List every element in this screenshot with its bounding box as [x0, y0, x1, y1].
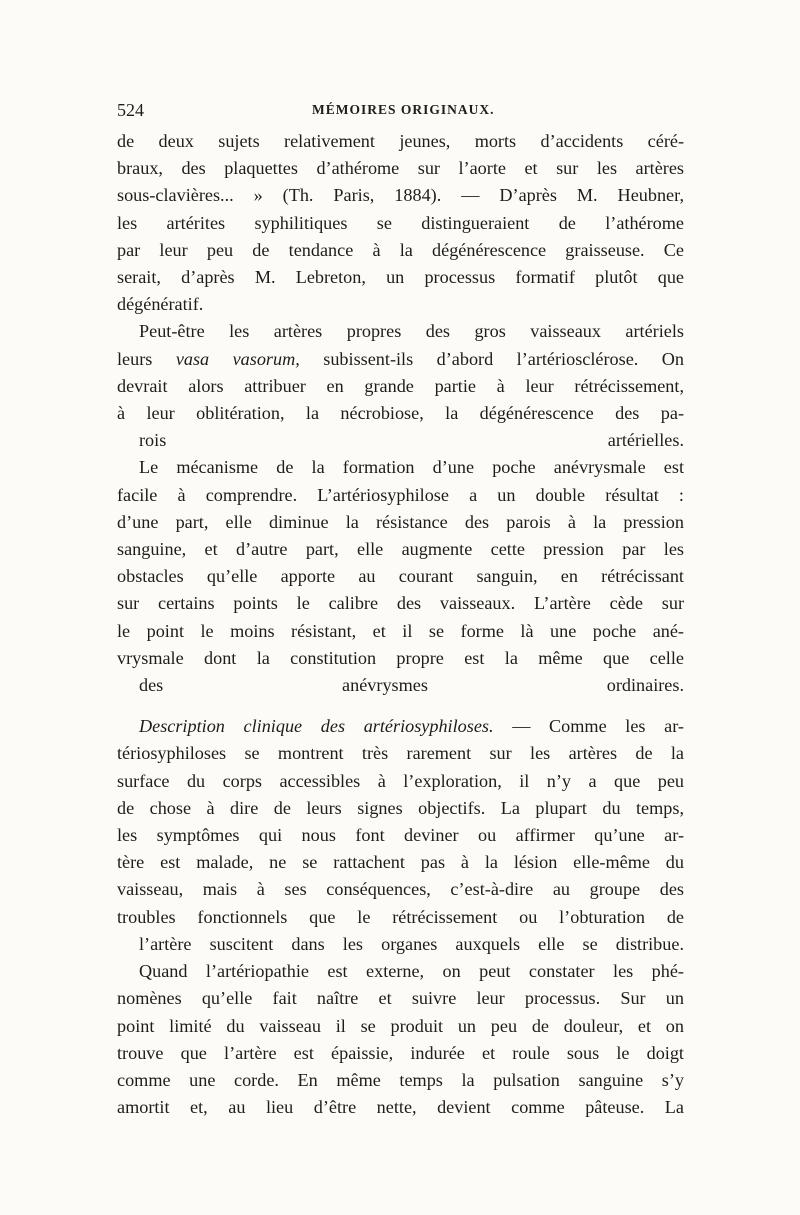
- text-line: l’artère suscitent dans les organes auxquels elle se distribue.: [139, 933, 684, 954]
- text-line: d’une part, elle diminue la résistance des parois à la pression: [117, 511, 684, 532]
- text-line: le point le moins résistant, et il se forme là une poche ané-: [117, 620, 684, 641]
- page-number: 524: [117, 100, 144, 120]
- text-line: des anévrysmes ordinaires.: [139, 675, 684, 696]
- text-line: sanguine, et d’autre part, elle augmente cette pression par les: [117, 539, 684, 560]
- text-line: sous-clavières... » (Th. Paris, 1884). — D’après M. Heubner,: [117, 185, 684, 206]
- text-line: — Comme les ar-: [493, 716, 684, 737]
- text-line: surface du corps accessibles à l’exploration, il n’y a que peu: [117, 770, 684, 791]
- text-line: obstacles qu’elle apporte au courant sanguin, en rétrécissant: [117, 566, 684, 587]
- text-line: à leur oblitération, la nécrobiose, la dégénérescence des pa-: [117, 403, 684, 424]
- text-line: subissent-ils d’abord l’artériosclérose. On: [299, 348, 685, 369]
- paragraph: [117, 318, 684, 454]
- text-line: trouve que l’artère est épaissie, indurée et roule sous le doigt: [117, 1042, 684, 1063]
- paragraph: [117, 128, 684, 318]
- text-line: devrait alors attribuer en grande partie à leur rétrécissement,: [117, 375, 684, 396]
- emphasis-text: vasa vasorum,: [175, 348, 300, 369]
- text-line: amortit et, au lieu d’être nette, devient comme pâteuse. La: [117, 1097, 684, 1118]
- text-line: vrysmale dont la constitution propre est la même que celle: [117, 647, 684, 668]
- text-line: braux, des plaquettes d’athérome sur l’aorte et sur les artères: [117, 158, 684, 179]
- text-line: sur certains points le calibre des vaisseaux. L’artère cède sur: [117, 593, 684, 614]
- text-line: serait, d’après M. Lebreton, un processus formatif plutôt que: [117, 267, 684, 288]
- text-line: Le mécanisme de la formation d’une poche anévrysmale est: [139, 457, 684, 478]
- text-line: facile à comprendre. L’artériosyphilose a un double résultat :: [117, 484, 684, 505]
- text-line: Quand l’artériopathie est externe, on peut constater les phé-: [139, 961, 684, 982]
- text-line: tère est malade, ne se rattachent pas à la lésion elle-même du: [117, 852, 684, 873]
- text-line: nomènes qu’elle fait naître et suivre leur processus. Sur un: [117, 988, 684, 1009]
- text-line: par leur peu de tendance à la dégénérescence graisseuse. Ce: [117, 239, 684, 260]
- paragraph: [117, 713, 684, 958]
- text-line: leurs: [117, 348, 176, 369]
- text-line: troubles fonctionnels que le rétrécissement ou l’obturation de: [117, 906, 684, 927]
- paragraph: [117, 454, 684, 699]
- page-header: [117, 100, 684, 124]
- text-line: point limité du vaisseau il se produit un peu de douleur, et on: [117, 1015, 684, 1036]
- text-line: comme une corde. En même temps la pulsation sanguine s’y: [117, 1069, 684, 1090]
- body-text: [117, 128, 684, 1121]
- text-line: de chose à dire de leurs signes objectifs. La plupart du temps,: [117, 797, 684, 818]
- text-line: rois artérielles.: [139, 430, 684, 451]
- paragraph: [117, 958, 684, 1121]
- text-line: dégénératif.: [117, 294, 204, 315]
- page: [117, 100, 684, 1121]
- text-line: vaisseau, mais à ses conséquences, c’est-à-dire au groupe des: [117, 879, 684, 900]
- text-line: les symptômes qui nous font deviner ou affirmer qu’une ar-: [117, 825, 684, 846]
- text-line: Peut-être les artères propres des gros vaisseaux artériels: [139, 321, 684, 342]
- section-heading: Description clinique des artériosyphiloses.: [139, 716, 494, 737]
- text-line: tériosyphiloses se montrent très rarement sur les artères de la: [117, 743, 684, 764]
- text-line: les artérites syphilitiques se distingueraient de l’athérome: [117, 212, 684, 233]
- running-head: MÉMOIRES ORIGINAUX.: [312, 102, 495, 117]
- text-line: de deux sujets relativement jeunes, morts d’accidents céré-: [117, 131, 684, 151]
